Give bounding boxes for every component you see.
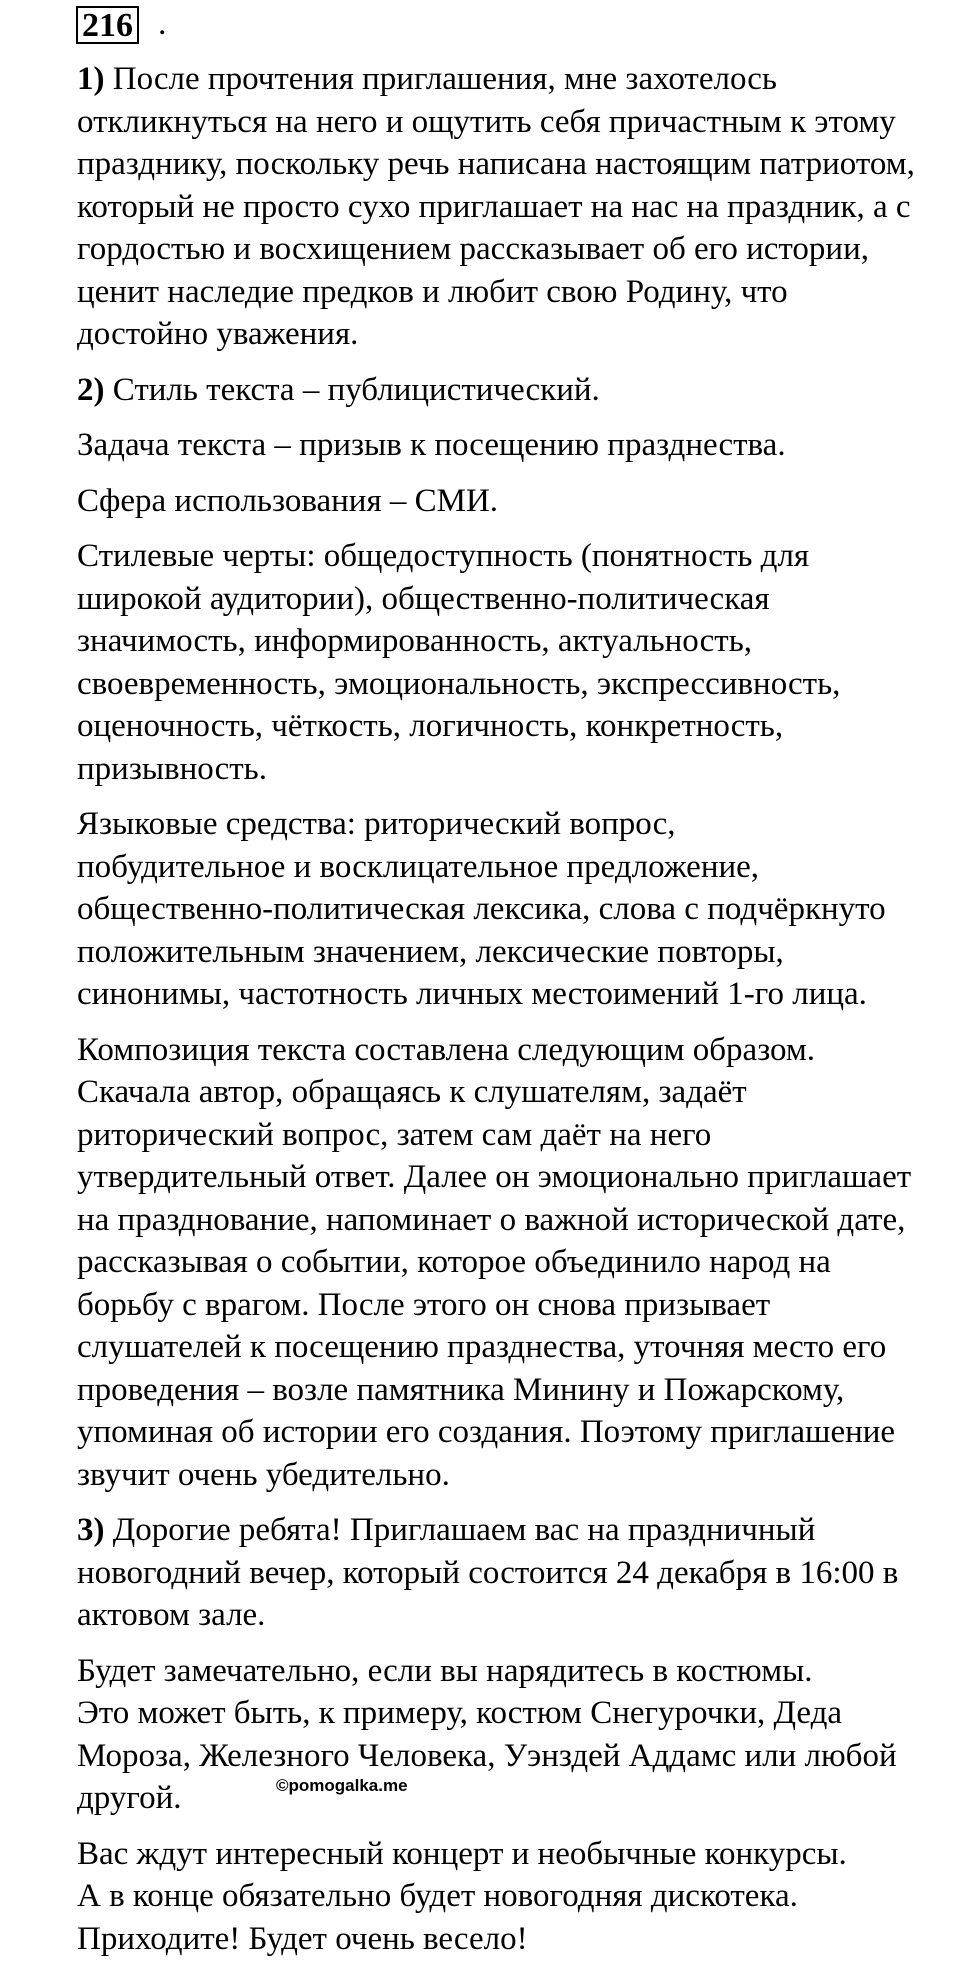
text-line: положительным значением, лексические повторы,: [77, 933, 784, 970]
text-line: После прочтения приглашения, мне захотелось: [104, 61, 777, 97]
text-line: Композиция текста составлена следующим образом.: [77, 1031, 816, 1068]
watermark: ©pomogalka.me: [276, 1776, 408, 1795]
text-line: широкой аудитории), общественно-политическая: [77, 580, 770, 617]
task-number: 216: [82, 7, 133, 44]
text-line: борьбу с врагом. После этого он снова призывает: [77, 1286, 771, 1323]
text-line: Задача текста – призыв к посещению празднества.: [77, 427, 786, 463]
task-number-dot: .: [158, 5, 167, 42]
answer-2-means-paragraph: [5, 803, 955, 1016]
answer-3-invite-paragraph: [5, 1509, 955, 1637]
text-line: празднику, поскольку речь написана настоящим патриотом,: [77, 146, 915, 182]
answer-3-marker: 3): [77, 1512, 105, 1548]
text-line: на празднование, напоминает о важной исторической дате,: [77, 1201, 906, 1238]
answer-2-composition-paragraph: [5, 1029, 955, 1497]
text-line: рассказывая о событии, которое объединило народ на: [77, 1244, 831, 1280]
answer-text: [5, 58, 955, 1973]
answer-2-goal-paragraph: [5, 424, 955, 467]
text-line: достойно уважения.: [77, 316, 359, 352]
text-line: синонимы, частотность личных местоимений 1-го лица.: [77, 976, 867, 1012]
answer-2-marker: 2): [77, 371, 105, 408]
answer-3-final-paragraph: [5, 1833, 955, 1961]
text-line: Сфера использования – СМИ.: [77, 482, 499, 519]
text-line: риторический вопрос, затем сам даёт на него: [77, 1116, 712, 1153]
text-line: утвердительный ответ. Далее он эмоционально приглашает: [77, 1159, 912, 1195]
text-line: который не просто сухо приглашает на нас на праздник, а с: [77, 188, 911, 225]
text-line: откликнуться на него и ощутить себя причастным к этому: [77, 103, 896, 140]
text-line: значимость, информированность, актуальность,: [77, 623, 753, 659]
text-line: оценочность, чёткость, логичность, конкретность,: [77, 708, 784, 744]
text-line: Скачала автор, обращаясь к слушателям, задаёт: [77, 1074, 747, 1110]
task-number-box: [76, 6, 139, 44]
answer-3-costume-paragraph: [5, 1650, 955, 1820]
text-line: Мороза, Железного Человека, Уэнздей Аддамс или любой: [77, 1737, 897, 1774]
text-line: А в конце обязательно будет новогодняя дискотека.: [77, 1878, 798, 1914]
answer-2-sphere-paragraph: [5, 480, 955, 523]
text-line: другой.: [77, 1780, 182, 1816]
text-line: Приходите! Будет очень весело!: [77, 1920, 528, 1957]
text-line: Вас ждут интересный концерт и необычные конкурсы.: [77, 1835, 847, 1872]
answer-2-style-paragraph: [5, 369, 955, 412]
text-line: проведения – возле памятника Минину и Пожарскому,: [77, 1371, 845, 1408]
text-line: Будет замечательно, если вы нарядитесь в костюмы.: [77, 1652, 813, 1689]
text-line: новогодний вечер, который состоится 24 декабря в 16:00 в: [77, 1554, 899, 1591]
answer-1-marker: 1): [77, 61, 105, 97]
text-line: ценит наследие предков и любит свою Родину, что: [77, 273, 788, 310]
text-line: своевременность, эмоциональность, экспрессивность,: [77, 665, 841, 702]
text-line: звучит очень убедительно.: [77, 1456, 450, 1493]
text-line: побудительное и восклицательное предложение,: [77, 848, 760, 885]
text-line: общественно-политическая лексика, слова с подчёркнуто: [77, 891, 886, 927]
text-line: слушателей к посещению празднества, уточняя место его: [77, 1329, 887, 1365]
text-line: Это может быть, к примеру, костюм Снегурочки, Деда: [77, 1695, 843, 1731]
answer-2-features-paragraph: [5, 535, 955, 790]
text-line: Дорогие ребята! Приглашаем вас на праздничный: [104, 1512, 816, 1548]
text-line: Стиль текста – публицистический.: [104, 371, 600, 408]
text-line: призывность.: [77, 750, 267, 787]
text-line: Стилевые черты: общедоступность (понятность для: [77, 538, 810, 574]
text-line: актовом зале.: [77, 1597, 266, 1633]
text-line: гордостью и восхищением рассказывает об его истории,: [77, 231, 869, 267]
text-line: Языковые средства: риторический вопрос,: [77, 806, 676, 842]
text-line: упоминая об истории его создания. Поэтому приглашение: [77, 1414, 896, 1450]
answer-1-paragraph: [5, 58, 955, 356]
